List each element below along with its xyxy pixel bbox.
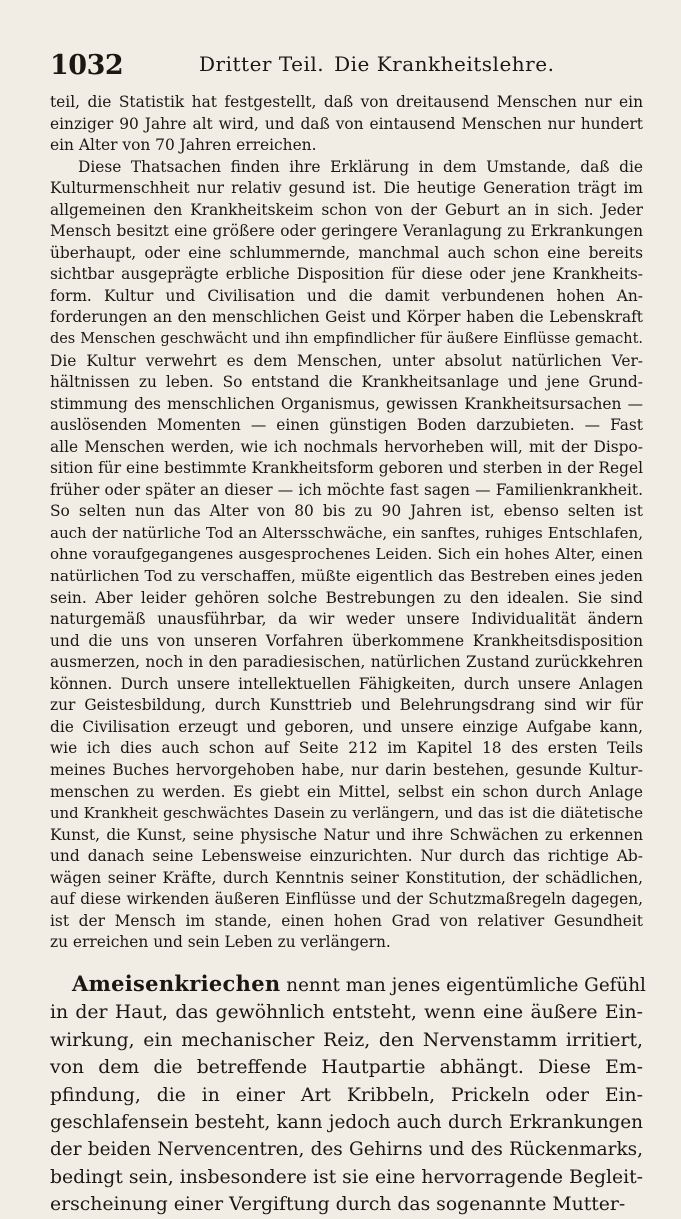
text-line: können. Durch unsere intellektuellen Fähigkeiten, durch unsere Anlagen bbox=[50, 674, 643, 693]
text-line: menschen zu werden. Es giebt ein Mittel, selbst ein schon durch Anlage bbox=[50, 782, 643, 801]
text-line: form. Kultur und Civilisation und die damit verbundenen hohen An- bbox=[50, 286, 643, 305]
text-line: sichtbar ausgeprägte erbliche Disposition für diese oder jene Krankheits- bbox=[50, 265, 643, 284]
text-line: erscheinung einer Vergiftung durch das sogenannte Mutter- bbox=[50, 1194, 626, 1216]
text-line: Diese Thatsachen finden ihre Erklärung in dem Umstande, daß die bbox=[78, 157, 643, 176]
text-line: in der Haut, das gewöhnlich entsteht, wenn eine äußere Ein- bbox=[50, 1002, 643, 1024]
text-line: ein Alter von 70 Jahren erreichen. bbox=[50, 136, 317, 155]
text-line: hältnissen zu leben. So entstand die Krankheitsanlage und jene Grund- bbox=[50, 373, 643, 392]
paragraph-ameisenkriechen bbox=[50, 970, 646, 1219]
text-line: Die Kultur verwehrt es dem Menschen, unter absolut natürlichen Ver- bbox=[50, 351, 643, 370]
text-line: und Krankheit geschwächtes Dasein zu verlängern, und das ist die diätetische bbox=[50, 805, 643, 823]
text-line: auch der natürliche Tod an Altersschwäche, ein sanftes, ruhiges Entschlafen, bbox=[50, 523, 643, 542]
text-line: ist der Mensch im stande, einen hohen Grad von relativer Gesundheit bbox=[50, 911, 643, 930]
running-head-chapter: Die Krankheitslehre. bbox=[334, 52, 555, 76]
text-line bbox=[50, 970, 646, 999]
text-line: und die uns von unseren Vorfahren überkommene Krankheitsdisposition bbox=[50, 631, 643, 650]
text-line: zur Geistesbildung, durch Kunsttrieb und Belehrungsdrang sind wir für bbox=[50, 696, 643, 715]
text-line: allgemeinen den Krankheitskeim schon von der Geburt an in sich. Jeder bbox=[50, 200, 643, 219]
text-line: und danach seine Lebensweise einzurichten. Nur durch das richtige Ab- bbox=[50, 847, 643, 866]
text-line: Mensch besitzt eine größere oder geringere Veranlagung zu Erkrankungen bbox=[50, 222, 643, 241]
text-line: alle Menschen werden, wie ich nochmals hervorheben will, mit der Dispo- bbox=[50, 437, 643, 456]
page-number: 1032 bbox=[50, 50, 124, 81]
running-head bbox=[199, 52, 554, 76]
text-line: auslösenden Momenten — einen günstigen Boden darzubieten. — Fast bbox=[50, 416, 643, 435]
text-line: die Civilisation erzeugt und geboren, und unsere einzige Aufgabe kann, bbox=[50, 717, 643, 736]
text-line: bedingt sein, insbesondere ist sie eine hervorragende Begleit- bbox=[50, 1166, 643, 1188]
text-line: Kunst, die Kunst, seine physische Natur und ihre Schwächen zu erkennen bbox=[50, 825, 643, 844]
text-line: einziger 90 Jahre alt wird, und daß von eintausend Menschen nur hundert bbox=[50, 114, 643, 133]
paragraph-continuation bbox=[50, 92, 643, 157]
text-line: naturgemäß unausführbar, da wir weder unsere Individualität ändern bbox=[50, 610, 643, 629]
text-line: sition für eine bestimmte Krankheitsform geboren und sterben in der Regel bbox=[50, 459, 643, 478]
text-line: zu erreichen und sein Leben zu verlängern. bbox=[50, 933, 391, 952]
text-line: wie ich dies auch schon auf Seite 212 im Kapitel 18 des ersten Teils bbox=[50, 739, 643, 758]
text-line: auf diese wirkenden äußeren Einflüsse und der Schutzmaßregeln dagegen, bbox=[50, 890, 643, 909]
text-line: von dem die betreffende Hautpartie abhängt. Diese Em- bbox=[50, 1057, 643, 1079]
text-line: pfindung, die in einer Art Kribbeln, Prickeln oder Ein- bbox=[50, 1084, 643, 1106]
text-line: früher oder später an dieser — ich möchte fast sagen — Familienkrankheit. bbox=[50, 480, 643, 499]
text-line: des Menschen geschwächt und ihn empfindlicher für äußere Einflüsse gemacht. bbox=[50, 331, 643, 348]
entry-term: Ameisenkriechen bbox=[72, 970, 281, 996]
text-line: So selten nun das Alter von 80 bis zu 90 Jahren ist, ebenso selten ist bbox=[50, 502, 643, 521]
text-line: der beiden Nervencentren, des Gehirns und des Rückenmarks, bbox=[50, 1139, 643, 1161]
text-line: meines Buches hervorgehoben habe, nur darin bestehen, gesunde Kultur- bbox=[50, 760, 643, 779]
text-line: teil, die Statistik hat festgestellt, daß von dreitausend Menschen nur ein bbox=[50, 93, 643, 111]
text-line: ohne voraufgegangenes ausgesprochenes Leiden. Sich ein hohes Alter, einen bbox=[50, 545, 643, 564]
text-line: forderungen an den menschlichen Geist und Körper haben die Lebenskraft bbox=[50, 308, 643, 327]
paragraph-thatsachen bbox=[50, 157, 643, 954]
text-line: geschlafensein besteht, kann jedoch auch durch Erkrankungen bbox=[50, 1111, 643, 1133]
page-header bbox=[50, 46, 643, 86]
text-line: natürlichen Tod zu verschaffen, müßte eigentlich das Bestreben eines jeden bbox=[50, 567, 643, 586]
text-line: Kulturmenschheit nur relativ gesund ist. Die heutige Generation trägt im bbox=[50, 179, 643, 198]
text-line: stimmung des menschlichen Organismus, gewissen Krankheitsursachen — bbox=[50, 394, 643, 413]
text-line: überhaupt, oder eine schlummernde, manchmal auch schon eine bereits bbox=[50, 243, 643, 262]
running-head-part: Dritter Teil. bbox=[199, 52, 325, 76]
text-line: wirkung, ein mechanischer Reiz, den Nervenstamm irritiert, bbox=[50, 1029, 643, 1051]
text-line: wägen seiner Kräfte, durch Kenntnis seiner Konstitution, der schädlichen, bbox=[50, 868, 643, 887]
text-line: sein. Aber leider gehören solche Bestrebungen zu den idealen. Sie sind bbox=[50, 588, 643, 607]
text-line: ausmerzen, noch in den paradiesischen, natürlichen Zustand zurückkehren bbox=[50, 653, 643, 672]
entry-first-line: nennt man jenes eigentümliche Gefühl bbox=[280, 974, 646, 996]
